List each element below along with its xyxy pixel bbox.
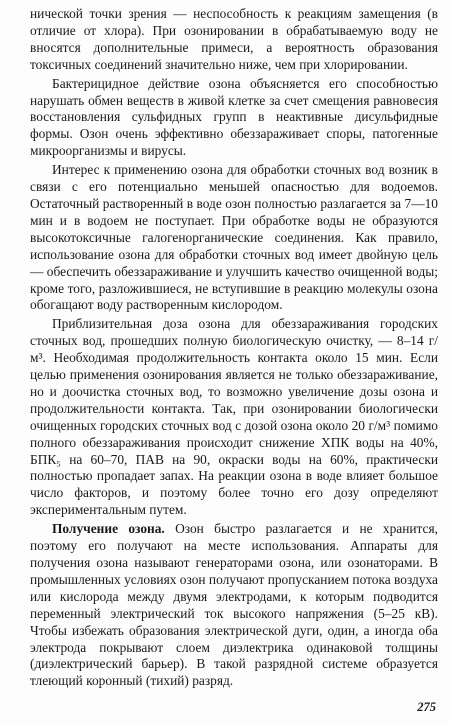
paragraph-text: Интерес к применению озона для обработки сточных вод возник в связи с его потенциально меньшей опасностью для водоемов. Остаточный растворенный в воде озон полностью разлагается за 7—10 мин и в водоем не поступает. При обработке воды не образуются высокотоксичные галогенорганические соединения. Как правило, использование озона для обработки сточных вод имеет двойную цель — обеспечить обеззараживание и улучшить качество очищенной воды; кроме того, разложившиеся, не вступившие в реакцию молекулы озона обогащают воду растворенным кислородом. — [30, 162, 438, 313]
page-number: 275 — [417, 700, 436, 714]
paragraph-text: Озон быстро разлагается и не хранится, поэтому его получают на месте использования. Аппараты для получения озона называют генераторами озона, или озонаторами. В промышленных условиях озон получают пропусканием потока воздуха или кислорода между двумя электродами, к которым подводится переменный электрический ток высокого напряжения (5–25 кВ). Чтобы избежать образования электрической дуги, один, а иногда оба электрода покрывают слоем диэлектрика одинаковой толщины (диэлектрический барьер). В такой разрядной системе образуется тлеющий коронный (тихий) разряд. — [30, 521, 438, 689]
paragraph-bactericidal — [30, 76, 438, 161]
paragraph-ozone-production — [30, 521, 438, 690]
section-heading: Получение озона. — [52, 521, 165, 537]
paragraph-text: нической точки зрения — неспособность к реакциям замещения (в отличие от хлора). При озонировании в обрабатываемую воду не вносятся дополнительные примеси, а вероятность образования токсичных соединений значительно ниже, чем при хлорировании. — [30, 6, 438, 72]
paragraph-text: Приблизительная доза озона для обеззараживания городских сточных вод, прошедших полную биологическую очистку, — 8–14 г/м³. Необходимая продолжительность контакта около 15 мин. Если целью применения озонирования является не только обеззараживание, но и доочистка сточных вод, то возможно увеличение дозы озона и продолжительности контакта. Так, при озонировании биологически очищенных городских сточных вод с дозой озона около 20 г/м³ помимо полного обеззараживания происходит снижение ХПК воды на 40%, БПК₅ на 60–70, ПАВ на 90, окраски воды на 60%, практически полностью пропадает запах. На реакции озона в воде влияет большое число факторов, и поэтому более точно его дозу определяют экспериментальным путем. — [30, 316, 438, 518]
paragraph-continuation — [30, 6, 438, 74]
paragraph-wastewater-interest — [30, 162, 438, 314]
paragraph-ozone-dose — [30, 316, 438, 519]
paragraph-text: Бактерицидное действие озона объясняется его способностью нарушать обмен веществ в живой клетке за счет смещения равновесия восстановления сульфидных групп в неактивные дисульфидные формы. Озон очень эффективно обеззараживает споры, патогенные микроорганизмы и вирусы. — [30, 75, 438, 159]
body-text — [30, 6, 438, 692]
